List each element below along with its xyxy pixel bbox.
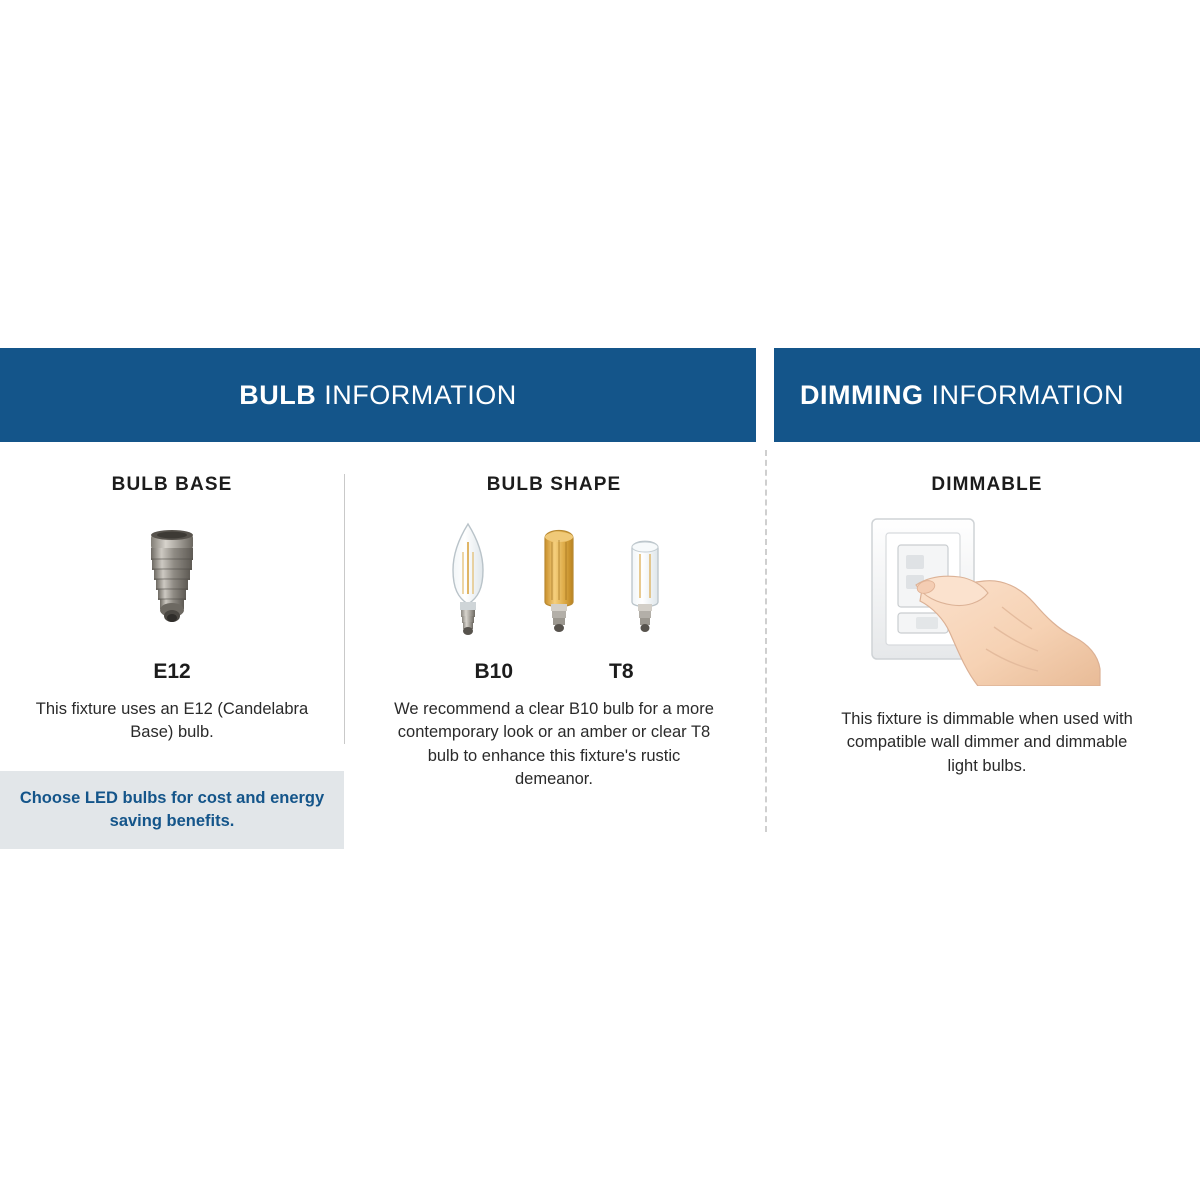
bulb-base-title: BULB BASE	[111, 474, 233, 495]
dimmable-description: This fixture is dimmable when used with compatible wall dimmer and dimmable light bulbs.	[841, 710, 1133, 775]
bulb-shape-art-row	[352, 516, 756, 646]
e12-screw-base-icon	[137, 528, 207, 646]
bulb-base-art-row	[0, 516, 344, 646]
dimming-information-panel	[774, 348, 1200, 778]
bulb-information-panel	[0, 348, 756, 849]
bulb-columns	[0, 442, 756, 849]
bulb-shape-label-b10: B10	[474, 660, 513, 683]
bulb-shape-label-t8: T8	[609, 660, 634, 683]
b10-candle-bulb-icon	[442, 518, 494, 646]
e12-base-art	[137, 528, 207, 646]
t8-amber-tube-bulb-icon	[536, 518, 582, 646]
bulb-base-column	[0, 442, 344, 849]
dimmer-art-row	[774, 516, 1200, 686]
dimmable-title: DIMMABLE	[931, 474, 1043, 495]
bulb-shape-title: BULB SHAPE	[486, 474, 622, 495]
dimming-information-header	[774, 348, 1200, 442]
dimmable-column	[774, 442, 1200, 778]
dimming-header-bold: DIMMING	[800, 379, 924, 410]
bulb-base-description: This fixture uses an E12 (Candelabra Base) bulb.	[35, 700, 309, 742]
wall-dimmer-switch-with-hand-icon	[862, 511, 1112, 686]
dimming-header-rest: INFORMATION	[923, 379, 1124, 410]
bulb-header-bold: BULB	[239, 379, 317, 410]
bulb-header-rest: INFORMATION	[316, 379, 517, 410]
bulb-shape-description: We recommend a clear B10 bulb for a more contemporary look or an amber or clear T8 bulb to enhance this fixture's rustic demeanor.	[394, 700, 714, 789]
column-divider	[344, 474, 345, 744]
led-tip-callout: Choose LED bulbs for cost and energy saving benefits.	[0, 771, 344, 849]
bulb-base-label-e12: E12	[153, 660, 191, 683]
dimming-columns	[774, 442, 1200, 778]
panel-separator	[765, 450, 767, 832]
bulb-shape-labels	[352, 646, 756, 684]
t8-clear-tube-bulb-icon	[624, 518, 666, 646]
bulb-shape-column	[344, 442, 756, 849]
bulb-information-header	[0, 348, 756, 442]
